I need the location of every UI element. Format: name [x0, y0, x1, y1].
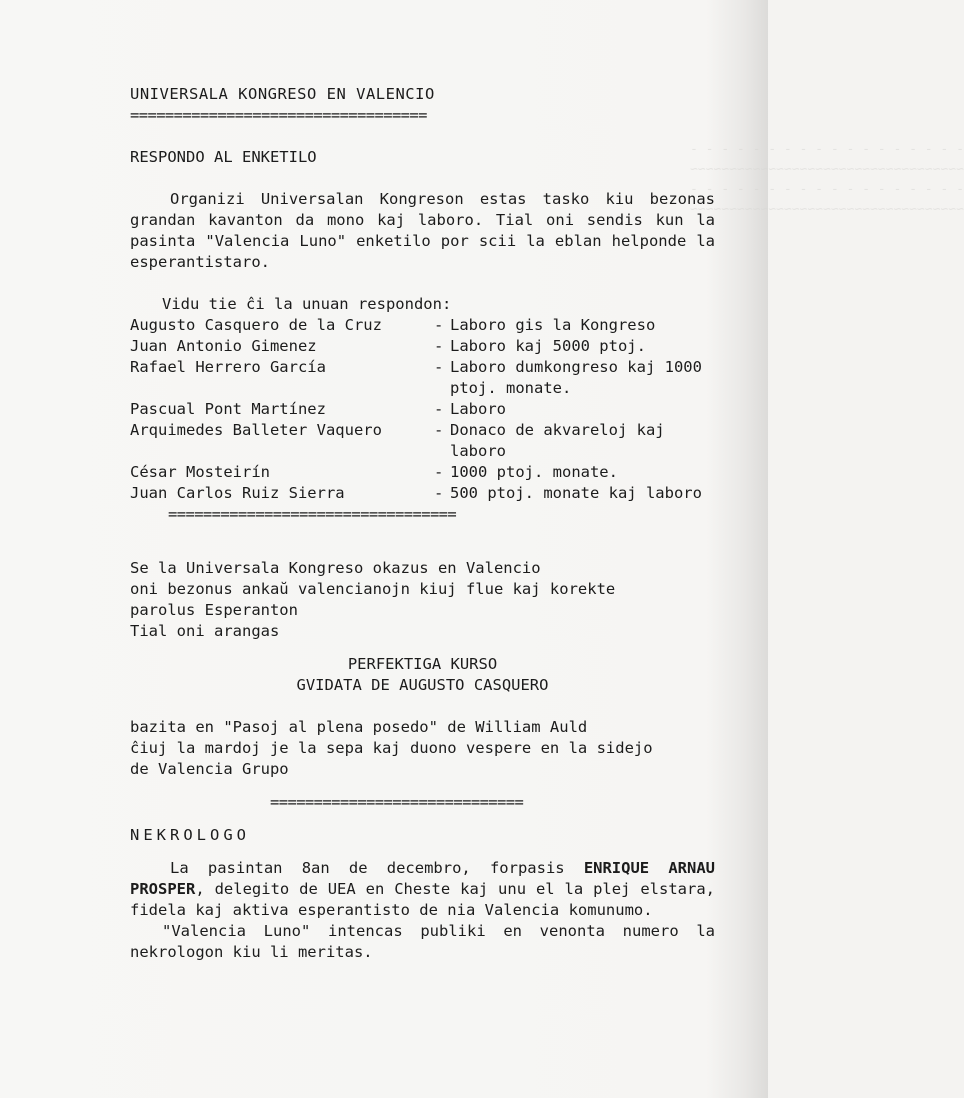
- response-row: [130, 420, 715, 462]
- row-dash: -: [434, 316, 444, 334]
- obituary-paragraph: [130, 858, 715, 921]
- respondent-name: Augusto Casquero de la Cruz: [130, 316, 382, 334]
- respondent-name: Rafael Herrero García: [130, 358, 326, 376]
- response-row: [130, 399, 715, 420]
- response-row: [130, 315, 715, 336]
- row-dash: -: [434, 463, 444, 481]
- course-intro-text: Se la Universala Kongreso okazus en Valencio oni bezonus ankaŭ valencianojn kiuj flue kaj korekte parolus Esperanton Tial oni arangas: [130, 559, 616, 640]
- response-row: [130, 357, 715, 399]
- respondent-offer: Donaco de akvareloj kaj laboro: [450, 421, 665, 460]
- article: [130, 84, 715, 963]
- intro-paragraph: Organizi Universalan Kongreson estas tasko kiu bezonas grandan kavanton da mono kaj laboro. Tial oni sendis kun la pasinta "Valencia Luno" enketilo por scii la eblan helponde la esperantistaro.: [130, 190, 715, 271]
- page-title: UNIVERSALA KONGRESO EN VALENCIO: [130, 85, 435, 103]
- respondent-offer: Laboro dumkongreso kaj 1000 ptoj. monate.: [450, 358, 702, 397]
- deceased-name: ENRIQUE ARNAU PROSPER: [130, 859, 715, 898]
- section-rule: =================================: [168, 505, 457, 523]
- row-dash: -: [434, 421, 444, 439]
- response-row: [130, 483, 715, 504]
- obituary-note: "Valencia Luno" intencas publiki en venonta numero la nekrologon kiu li meritas.: [130, 922, 715, 961]
- respondent-name: Juan Antonio Gimenez: [130, 337, 317, 355]
- responses-lead: Vidu tie ĉi la unuan respondon:: [162, 295, 452, 313]
- title-rule: ==================================: [130, 106, 427, 124]
- respondent-name: Pascual Pont Martínez: [130, 400, 326, 418]
- section-heading-respondo: RESPONDO AL ENKETILO: [130, 148, 317, 166]
- respondent-offer: 1000 ptoj. monate.: [450, 463, 618, 481]
- section-rule: =============================: [270, 793, 524, 811]
- section-heading-nekrologo: NEKROLOGO: [130, 826, 250, 844]
- responses-list: [130, 315, 715, 504]
- response-row: [130, 336, 715, 357]
- respondent-offer: 500 ptoj. monate kaj laboro: [450, 484, 702, 502]
- course-title: PERFEKTIGA KURSO: [347, 655, 498, 673]
- respondent-offer: Laboro: [450, 400, 506, 418]
- course-details: bazita en "Pasoj al plena posedo" de William Auld ĉiuj la mardoj je la sepa kaj duono vespere en la sidejo de Valencia Grupo: [130, 718, 653, 778]
- respondent-name: Arquimedes Balleter Vaquero: [130, 421, 382, 439]
- respondent-offer: Laboro gis la Kongreso: [450, 316, 656, 334]
- respondent-name: Juan Carlos Ruiz Sierra: [130, 484, 345, 502]
- respondent-offer: Laboro kaj 5000 ptoj.: [450, 337, 646, 355]
- obituary-text: La pasintan 8an de decembro, forpasis: [170, 859, 584, 877]
- row-dash: -: [434, 337, 444, 355]
- response-row: [130, 462, 715, 483]
- row-dash: -: [434, 484, 444, 502]
- course-subtitle: GVIDATA DE AUGUSTO CASQUERO: [296, 676, 549, 694]
- obituary-text: , delegito de UEA en Cheste kaj unu el la plej elstara, fidela kaj aktiva esperantisto de nia Valencia komunumo.: [130, 880, 715, 919]
- row-dash: -: [434, 358, 444, 376]
- respondent-name: César Mosteirín: [130, 463, 270, 481]
- bleed-through-decoration: - - - - - - - - - - - - - - - - - - ~~~~~~~~~~~~~~~~~~~~~~~~~~~~~~~~~~~ - - - - - - - - - - - - - - - - - - ~~~~~~~~~~~~~~~~~~~~~~~~~~~~~~~~~~~: [690, 142, 964, 217]
- row-dash: -: [434, 400, 444, 418]
